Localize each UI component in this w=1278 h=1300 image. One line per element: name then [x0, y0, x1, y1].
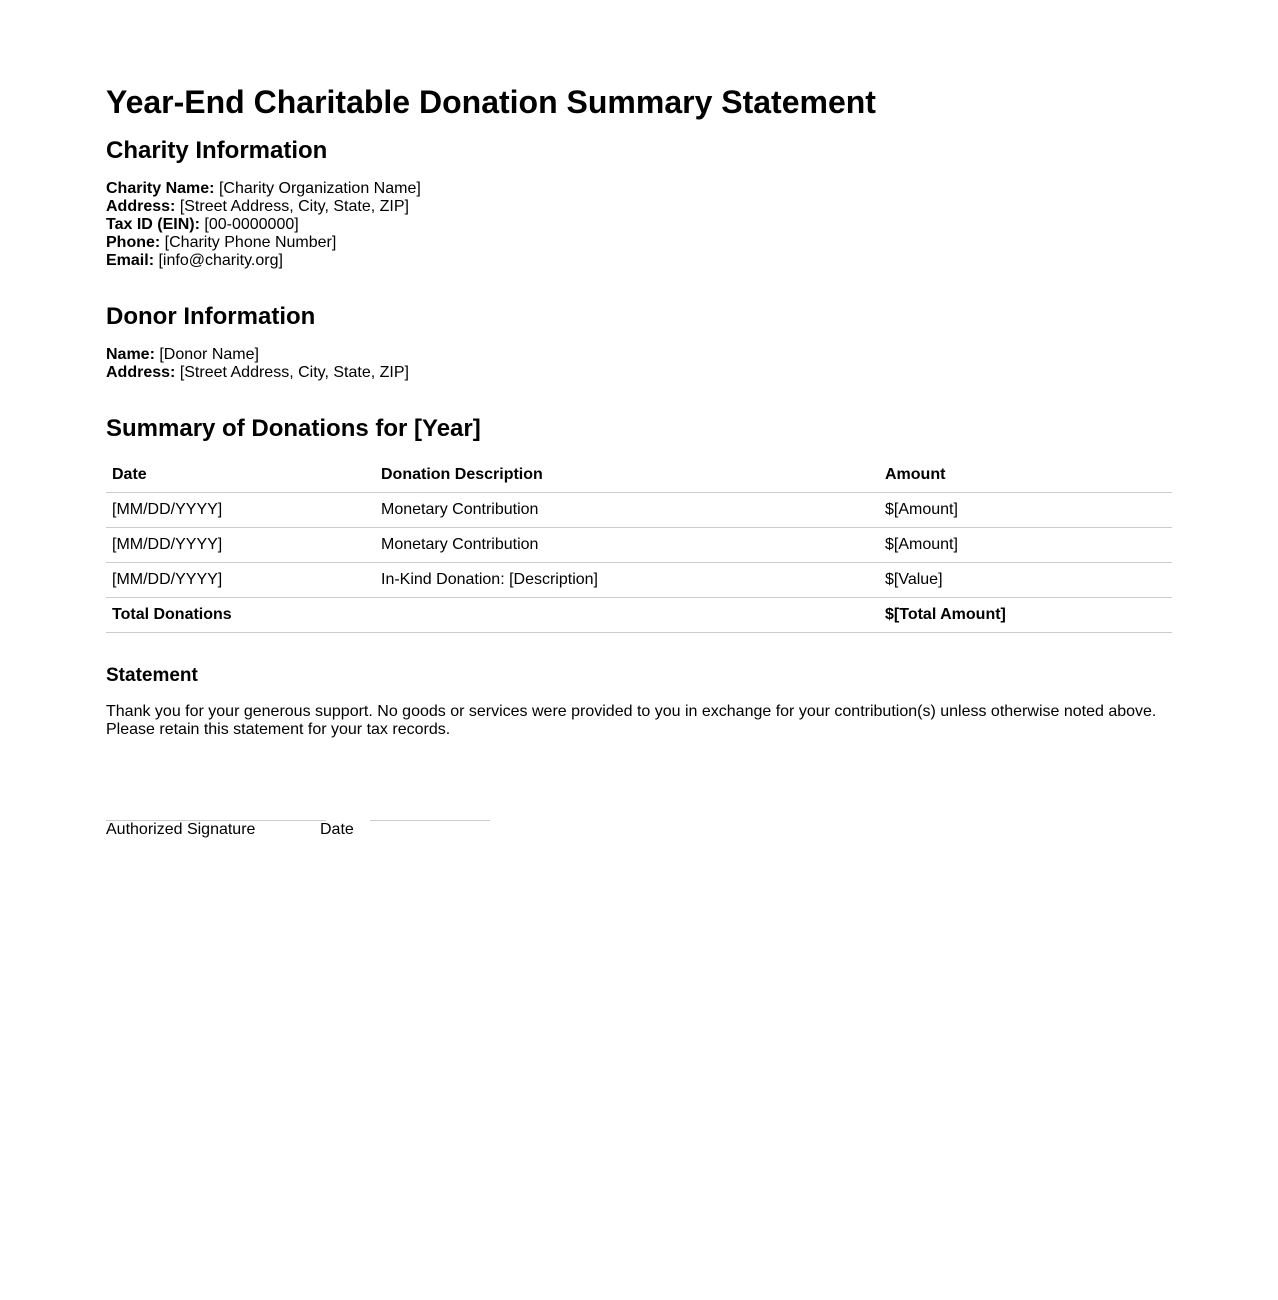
charity-email-value: [info@charity.org] [158, 252, 283, 269]
total-spacer [375, 598, 879, 633]
donor-address-line: Address: [Street Address, City, State, ZIP] [106, 364, 409, 381]
charity-taxid-value: [00-0000000] [204, 216, 299, 233]
donation-description: Monetary Contribution [375, 528, 879, 563]
statement-line-1: Thank you for your generous support. No goods or services were provided to you in exchange for your contribution(s) unless otherwise noted above. [106, 703, 1157, 720]
charity-name-value: [Charity Organization Name] [218, 180, 421, 197]
charity-phone-line: Phone: [Charity Phone Number] [106, 234, 337, 251]
column-header-amount: Amount [879, 458, 1172, 493]
charity-address-value: [Street Address, City, State, ZIP] [179, 198, 409, 215]
table-header-row [106, 458, 1172, 493]
date-label: Date [320, 821, 354, 838]
statement-line-2: Please retain this statement for your tax records. [106, 721, 451, 738]
donation-amount: $[Amount] [879, 528, 1172, 563]
donor-name-line: Name: [Donor Name] [106, 346, 259, 363]
donor-info-heading: Donor Information [106, 303, 316, 330]
charity-address-line: Address: [Street Address, City, State, ZIP] [106, 198, 409, 215]
total-label: Total Donations [106, 598, 375, 633]
donation-date: [MM/DD/YYYY] [106, 563, 375, 598]
donation-amount: $[Amount] [879, 493, 1172, 528]
charity-info-block [106, 180, 421, 270]
statement-heading: Statement [106, 665, 198, 686]
table-row [106, 563, 1172, 598]
date-line [370, 820, 490, 821]
document-title: Year-End Charitable Donation Summary Statement [106, 84, 876, 120]
table-row [106, 493, 1172, 528]
donation-date: [MM/DD/YYYY] [106, 528, 375, 563]
donation-date: [MM/DD/YYYY] [106, 493, 375, 528]
donation-description: Monetary Contribution [375, 493, 879, 528]
column-header-description: Donation Description [375, 458, 879, 493]
charity-info-heading: Charity Information [106, 137, 328, 164]
charity-taxid-line: Tax ID (EIN): [00-0000000] [106, 216, 299, 233]
donor-name-value: [Donor Name] [159, 346, 259, 363]
total-row [106, 598, 1172, 633]
summary-heading: Summary of Donations for [Year] [106, 415, 481, 442]
total-amount: $[Total Amount] [879, 598, 1172, 633]
table-row [106, 528, 1172, 563]
donations-table [106, 458, 1172, 633]
donation-amount: $[Value] [879, 563, 1172, 598]
signature-label: Authorized Signature [106, 821, 256, 838]
donation-description: In-Kind Donation: [Description] [375, 563, 879, 598]
column-header-date: Date [106, 458, 375, 493]
charity-name-line: Charity Name: [Charity Organization Name] [106, 180, 421, 197]
charity-email-line: Email: [info@charity.org] [106, 252, 283, 269]
donor-address-value: [Street Address, City, State, ZIP] [179, 364, 409, 381]
statement-text [106, 703, 1172, 739]
donor-info-block [106, 346, 409, 382]
charity-phone-value: [Charity Phone Number] [164, 234, 337, 251]
